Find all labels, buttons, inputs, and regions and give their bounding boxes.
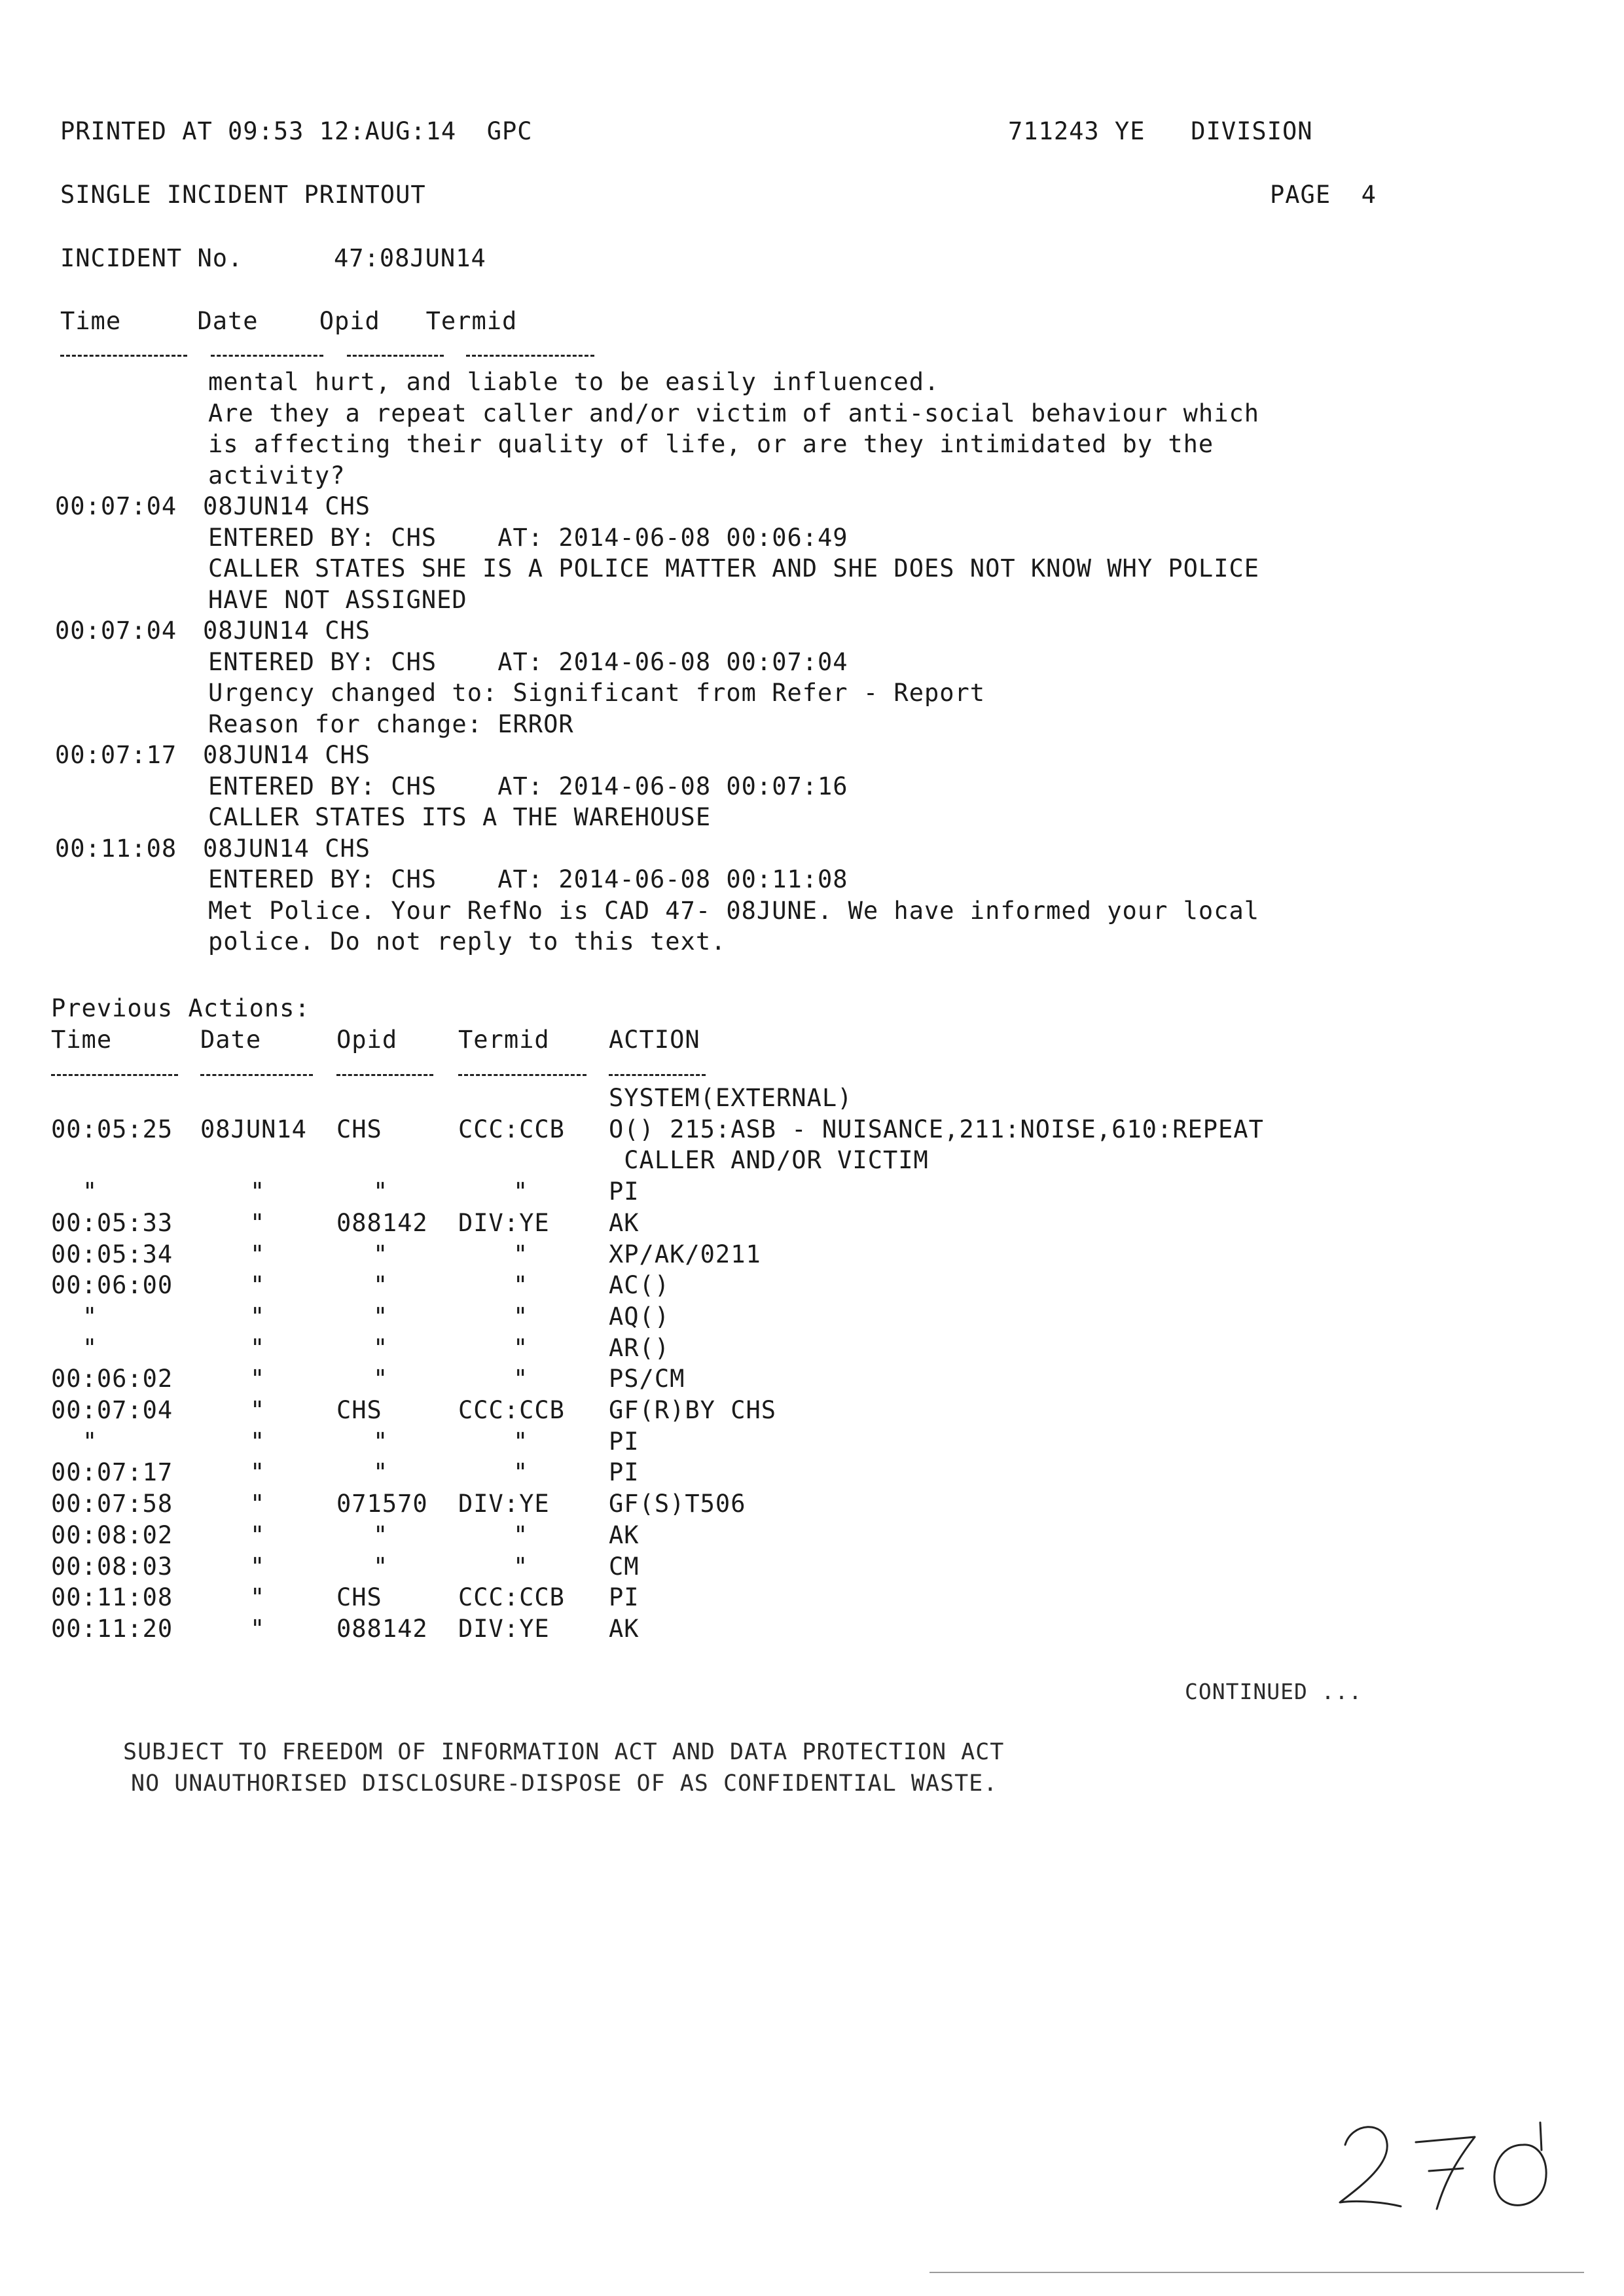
action-opid: " xyxy=(373,1365,389,1393)
action-termid: DIV:YE xyxy=(458,1490,550,1518)
action-date: " xyxy=(250,1365,266,1393)
action-date: " xyxy=(250,1427,266,1456)
log-text: ENTERED BY: CHS AT: 2014-06-08 00:07:16 xyxy=(208,772,848,800)
log-text: is affecting their quality of life, or are they intimidated by the xyxy=(208,430,1214,458)
action-code: PS/CM xyxy=(609,1365,685,1393)
action-code: AK xyxy=(609,1614,640,1643)
action-date: " xyxy=(250,1208,266,1237)
action-opid: CHS xyxy=(336,1115,382,1143)
action-date: " xyxy=(250,1614,266,1643)
divider xyxy=(200,1074,313,1076)
action-opid: " xyxy=(373,1427,389,1456)
log-text: mental hurt, and liable to be easily influenced. xyxy=(208,368,940,396)
log-time: 00:07:17 xyxy=(55,741,177,769)
action-termid: CCC:CCB xyxy=(458,1396,565,1424)
action-time: " xyxy=(82,1333,98,1362)
action-termid: " xyxy=(513,1520,529,1549)
action-opid: CHS xyxy=(336,1583,382,1612)
log-text: HAVE NOT ASSIGNED xyxy=(208,585,467,614)
divider xyxy=(60,355,187,357)
log-text: 08JUN14 CHS xyxy=(203,834,371,863)
log-text: 08JUN14 CHS xyxy=(203,617,371,645)
action-date: " xyxy=(250,1271,266,1300)
action-date: " xyxy=(250,1552,266,1581)
log-time: 00:07:04 xyxy=(55,617,177,645)
action-date: " xyxy=(250,1490,266,1518)
action-termid: CCC:CCB xyxy=(458,1583,565,1612)
action-code: CALLER AND/OR VICTIM xyxy=(609,1146,929,1175)
action-code: GF(S)T506 xyxy=(609,1490,746,1518)
previous-actions-label: Previous Actions: xyxy=(51,994,310,1022)
action-time: 00:11:20 xyxy=(51,1614,173,1643)
action-opid: " xyxy=(373,1458,389,1487)
action-date: " xyxy=(250,1333,266,1362)
action-time: 00:11:08 xyxy=(51,1583,173,1612)
action-opid: " xyxy=(373,1302,389,1331)
action-termid: " xyxy=(513,1365,529,1393)
printed-at: PRINTED AT 09:53 12:AUG:14 GPC xyxy=(60,117,533,145)
action-time: 00:08:02 xyxy=(51,1520,173,1549)
log-column-headers: Time Date Opid Termid xyxy=(60,307,518,335)
action-time: 00:07:04 xyxy=(51,1396,173,1424)
action-opid: " xyxy=(373,1240,389,1268)
action-termid: " xyxy=(513,1552,529,1581)
action-time: 00:05:33 xyxy=(51,1208,173,1237)
action-termid: " xyxy=(513,1240,529,1268)
action-termid: " xyxy=(513,1333,529,1362)
action-code: PI xyxy=(609,1458,640,1487)
action-termid: " xyxy=(513,1302,529,1331)
action-time: 00:05:25 xyxy=(51,1115,173,1143)
action-termid: " xyxy=(513,1177,529,1206)
action-code: PI xyxy=(609,1177,640,1206)
handwritten-page-number xyxy=(1332,2111,1568,2222)
action-opid: " xyxy=(373,1520,389,1549)
divider xyxy=(51,1074,178,1076)
action-time: 00:06:02 xyxy=(51,1365,173,1393)
incident-number: 47:08JUN14 xyxy=(334,244,486,272)
column-header-opid: Opid xyxy=(336,1026,398,1054)
log-text: ENTERED BY: CHS AT: 2014-06-08 00:06:49 xyxy=(208,523,848,552)
log-text: activity? xyxy=(208,461,346,490)
action-code: PI xyxy=(609,1583,640,1612)
continued-marker: CONTINUED ... xyxy=(1185,1679,1363,1704)
action-termid: " xyxy=(513,1271,529,1300)
log-time: 00:11:08 xyxy=(55,834,177,863)
confidentiality-notice-line-2: NO UNAUTHORISED DISCLOSURE-DISPOSE OF AS CONFIDENTIAL WASTE. xyxy=(131,1770,998,1797)
incident-label: INCIDENT No. xyxy=(60,244,244,272)
column-header-time: Time xyxy=(51,1026,113,1054)
action-date: " xyxy=(250,1240,266,1268)
action-code: AQ() xyxy=(609,1302,670,1331)
action-date: " xyxy=(250,1177,266,1206)
action-date: " xyxy=(250,1458,266,1487)
action-code: GF(R)BY CHS xyxy=(609,1396,777,1424)
log-text: Met Police. Your RefNo is CAD 47- 08JUNE. We have informed your local xyxy=(208,896,1260,925)
action-code: PI xyxy=(609,1427,640,1456)
action-code: AC() xyxy=(609,1271,670,1300)
column-header-action: ACTION xyxy=(609,1026,700,1054)
action-code: XP/AK/0211 xyxy=(609,1240,761,1268)
action-time: 00:08:03 xyxy=(51,1552,173,1581)
log-text: police. Do not reply to this text. xyxy=(208,927,727,956)
column-header-date: Date xyxy=(200,1026,262,1054)
divider xyxy=(466,355,594,357)
action-code: AR() xyxy=(609,1333,670,1362)
action-code: CM xyxy=(609,1552,640,1581)
action-time: " xyxy=(82,1302,98,1331)
action-date: " xyxy=(250,1583,266,1612)
action-opid: " xyxy=(373,1333,389,1362)
action-time: " xyxy=(82,1177,98,1206)
action-opid: 071570 xyxy=(336,1490,428,1518)
action-termid: " xyxy=(513,1427,529,1456)
action-time: 00:06:00 xyxy=(51,1271,173,1300)
action-opid: CHS xyxy=(336,1396,382,1424)
division-ref: 711243 YE DIVISION xyxy=(1008,117,1313,145)
log-text: Reason for change: ERROR xyxy=(208,709,574,738)
log-text: 08JUN14 CHS xyxy=(203,741,371,769)
log-text: 08JUN14 CHS xyxy=(203,492,371,520)
log-text: Urgency changed to: Significant from Refer - Report xyxy=(208,679,986,707)
column-header-termid: Termid xyxy=(458,1026,550,1054)
action-date: 08JUN14 xyxy=(200,1115,307,1143)
log-text: ENTERED BY: CHS AT: 2014-06-08 00:07:04 xyxy=(208,647,848,676)
log-text: ENTERED BY: CHS AT: 2014-06-08 00:11:08 xyxy=(208,865,848,893)
action-code: SYSTEM(EXTERNAL) xyxy=(609,1084,853,1112)
log-text: Are they a repeat caller and/or victim of anti-social behaviour which xyxy=(208,399,1260,427)
action-opid: " xyxy=(373,1552,389,1581)
log-text: CALLER STATES SHE IS A POLICE MATTER AND SHE DOES NOT KNOW WHY POLICE xyxy=(208,554,1260,583)
action-time: 00:07:58 xyxy=(51,1490,173,1518)
divider xyxy=(609,1074,706,1076)
divider xyxy=(929,2272,1584,2273)
action-time: " xyxy=(82,1427,98,1456)
log-time: 00:07:04 xyxy=(55,492,177,520)
action-time: 00:07:17 xyxy=(51,1458,173,1487)
action-opid: " xyxy=(373,1271,389,1300)
action-code: O() 215:ASB - NUISANCE,211:NOISE,610:REPEAT xyxy=(609,1115,1264,1143)
confidentiality-notice-line-1: SUBJECT TO FREEDOM OF INFORMATION ACT AND DATA PROTECTION ACT xyxy=(123,1739,1005,1765)
page-number: PAGE 4 xyxy=(1270,181,1377,209)
divider xyxy=(336,1074,433,1076)
action-termid: " xyxy=(513,1458,529,1487)
action-time: 00:05:34 xyxy=(51,1240,173,1268)
action-code: AK xyxy=(609,1208,640,1237)
action-date: " xyxy=(250,1302,266,1331)
divider xyxy=(458,1074,586,1076)
action-opid: " xyxy=(373,1177,389,1206)
action-opid: 088142 xyxy=(336,1614,428,1643)
log-text: CALLER STATES ITS A THE WAREHOUSE xyxy=(208,803,712,831)
divider xyxy=(347,355,444,357)
action-termid: CCC:CCB xyxy=(458,1115,565,1143)
action-code: AK xyxy=(609,1520,640,1549)
action-termid: DIV:YE xyxy=(458,1614,550,1643)
action-date: " xyxy=(250,1520,266,1549)
divider xyxy=(211,355,323,357)
page-title: SINGLE INCIDENT PRINTOUT xyxy=(60,181,426,209)
action-termid: DIV:YE xyxy=(458,1208,550,1237)
action-opid: 088142 xyxy=(336,1208,428,1237)
action-date: " xyxy=(250,1396,266,1424)
